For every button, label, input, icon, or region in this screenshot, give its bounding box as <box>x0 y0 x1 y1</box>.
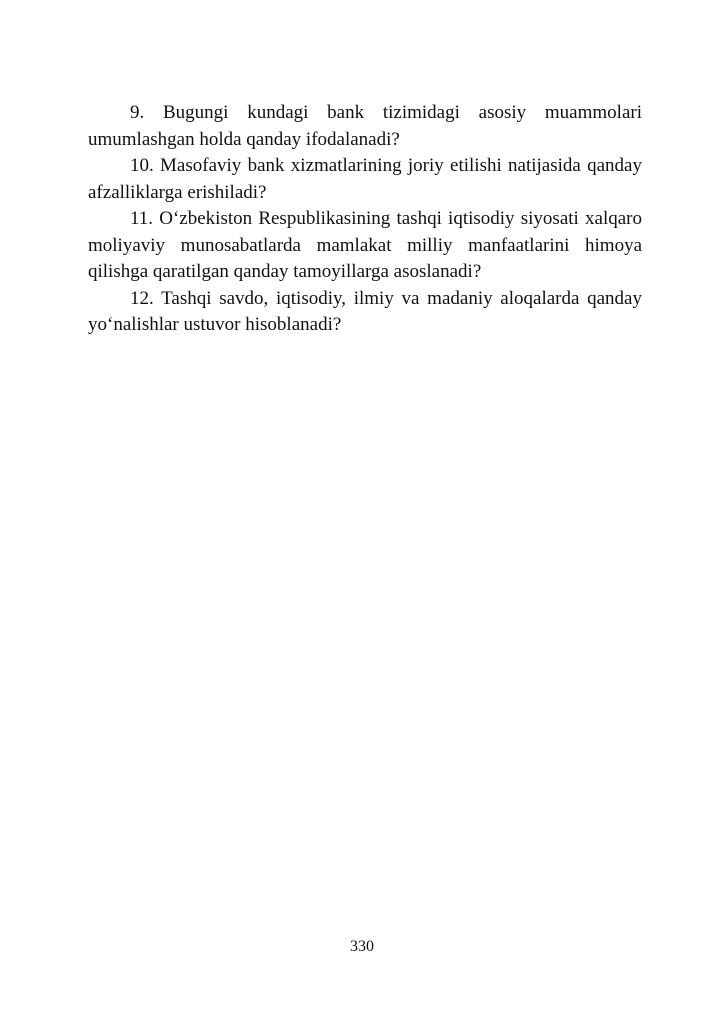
page-number: 330 <box>350 938 374 955</box>
question-9: 9. Bugungi kundagi bank tizimidagi asosiy muammolari umumlashgan holda qanday ifodalanadi? <box>88 102 642 150</box>
question-10: 10. Masofaviy bank xizmatlarining joriy etilishi natijasida qanday afzalliklarga erishiladi? <box>88 155 642 203</box>
question-12: 12. Tashqi savdo, iqtisodiy, ilmiy va madaniy aloqalarda qanday yo‘nalishlar ustuvor hisoblanadi? <box>88 287 642 335</box>
document-page-content <box>88 100 642 339</box>
question-11: 11. O‘zbekiston Respublikasining tashqi iqtisodiy siyosati xalqaro moliyaviy munosabatlarda mamlakat milliy manfaatlarini himoya qilishga qaratilgan qanday tamoyillarga asoslanadi? <box>88 208 642 282</box>
